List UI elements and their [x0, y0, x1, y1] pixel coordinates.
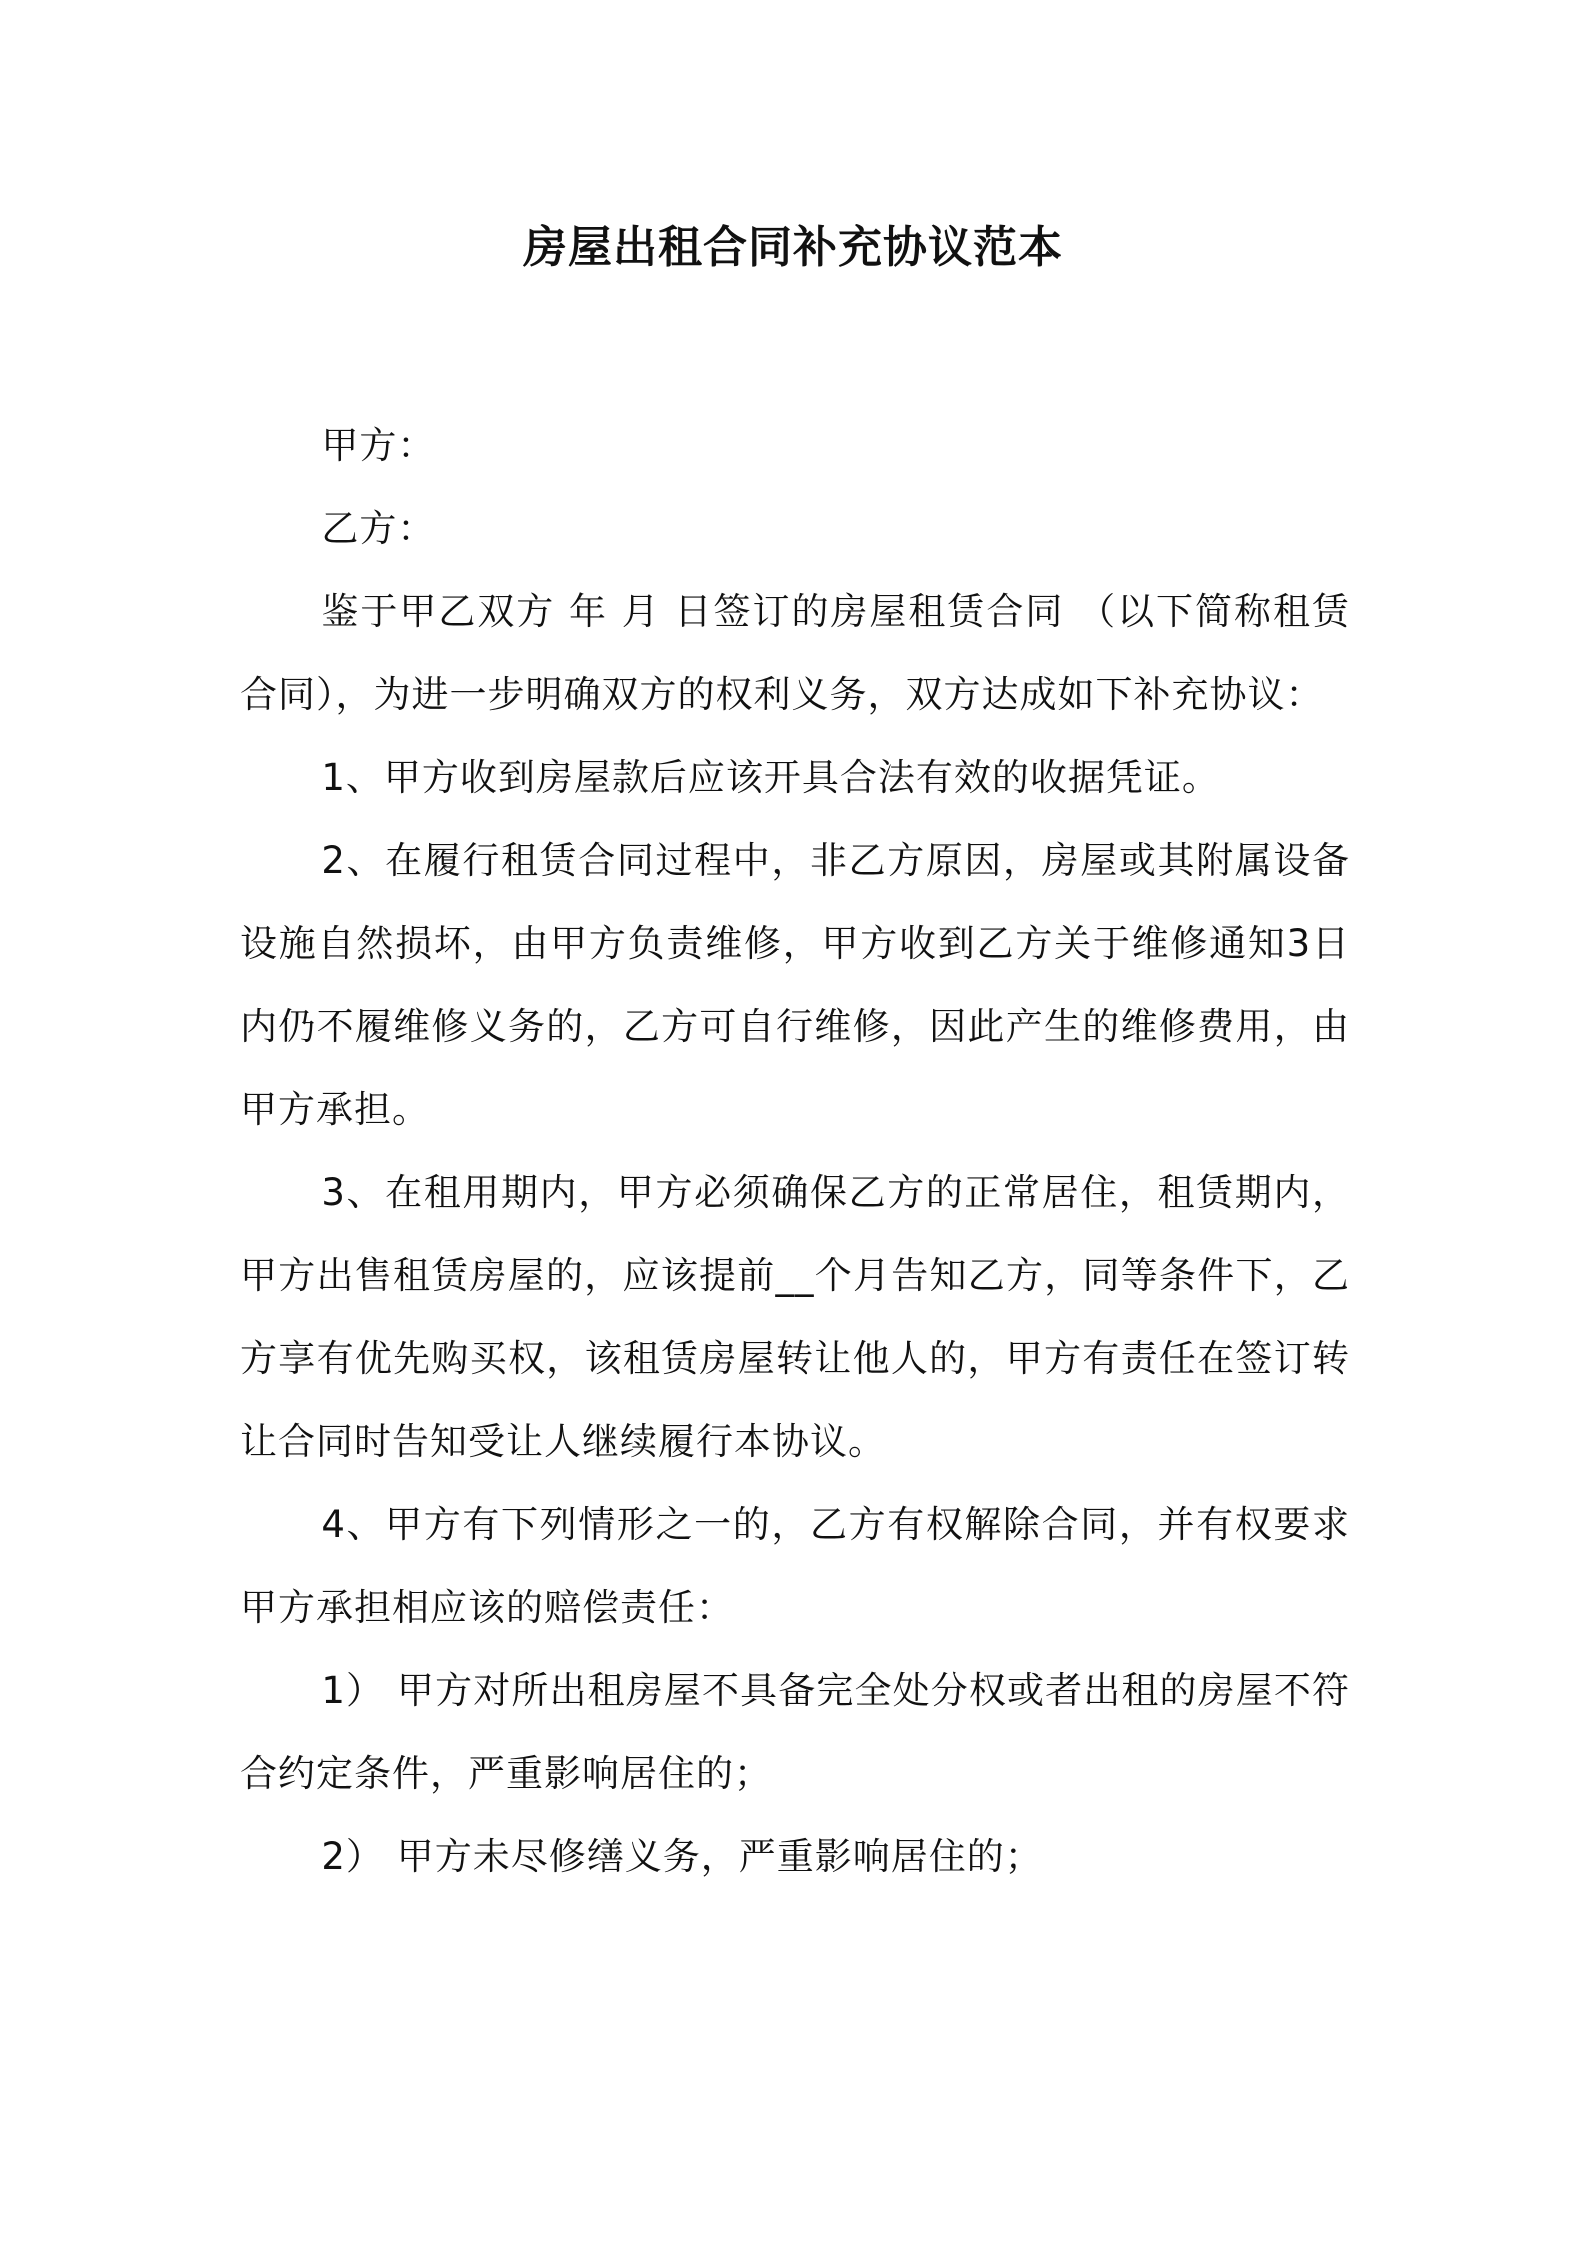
clause-3: 3、在租用期内，甲方必须确保乙方的正常居住，租赁期内，甲方出售租赁房屋的，应该提前__个月告知乙方，同等条件下，乙方享有优先购买权，该租赁房屋转让他人的，甲方有责任在签订转让合同时告知受让人继续履行本协议。 [240, 1171, 1350, 1463]
intro-paragraph: 鉴于甲乙双方 年 月 日签订的房屋租赁合同 （以下简称租赁合同），为进一步明确双方的权利义务，双方达成如下补充协议： [240, 590, 1350, 716]
party-b-label: 乙方： [321, 507, 436, 550]
clause-4: 4、甲方有下列情形之一的，乙方有权解除合同，并有权要求甲方承担相应该的赔偿责任： [240, 1503, 1350, 1629]
clause-4-item-1: 1） 甲方对所出租房屋不具备完全处分权或者出租的房屋不符合约定条件，严重影响居住的； [240, 1669, 1350, 1795]
clause-4-item-2: 2） 甲方未尽修缮义务，严重影响居住的； [321, 1835, 1043, 1878]
document-title: 房屋出租合同补充协议范本 [523, 222, 1063, 273]
document-body [240, 404, 1350, 1898]
clause-1: 1、甲方收到房屋款后应该开具合法有效的收据凭证。 [321, 756, 1220, 799]
clause-2: 2、在履行租赁合同过程中，非乙方原因，房屋或其附属设备设施自然损坏，由甲方负责维修，甲方收到乙方关于维修通知3日内仍不履维修义务的，乙方可自行维修，因此产生的维修费用，由甲方承担。 [240, 839, 1350, 1131]
party-a-label: 甲方： [321, 424, 436, 467]
